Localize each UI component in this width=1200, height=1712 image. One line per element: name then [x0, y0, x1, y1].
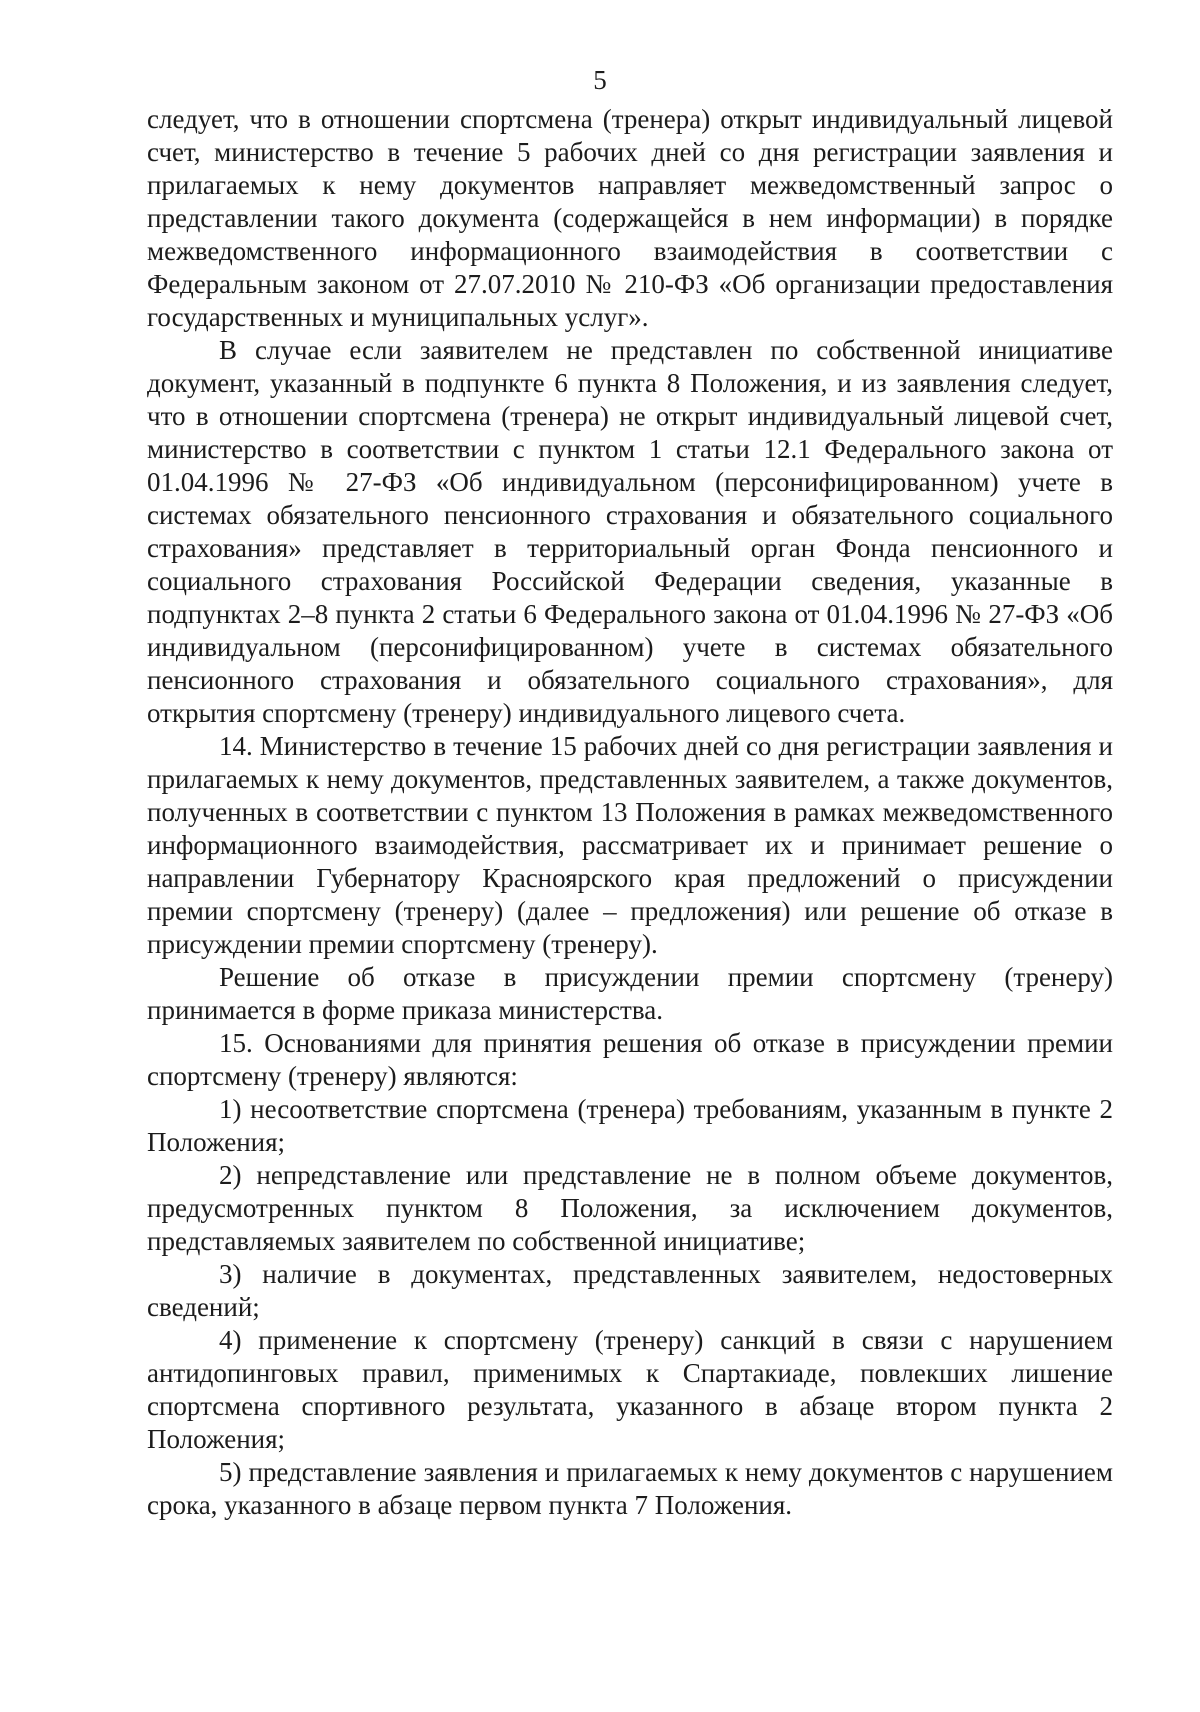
list-item-1: 1) несоответствие спортсмена (тренера) требованиям, указанным в пункте 2 Положения; [147, 1094, 1113, 1157]
paragraph-15-grounds: 15. Основаниями для принятия решения об отказе в присуждении премии спортсмену (тренеру) являются: [147, 1028, 1113, 1091]
document-body [147, 103, 1113, 1522]
paragraph-refusal-form: Решение об отказе в присуждении премии спортсмену (тренеру) принимается в форме приказа министерства. [147, 962, 1113, 1025]
paragraph-continuation: следует, что в отношении спортсмена (тренера) открыт индивидуальный лицевой счет, министерство в течение 5 рабочих дней со дня регистрации заявления и прилагаемых к нему документов направляет межведомственный запрос о представлении такого документа (содержащейся в нем информации) в порядке межведомственного информационного взаимодействия в соответствии с Федеральным законом от 27.07.2010 № 210-ФЗ «Об организации предоставления государственных и муниципальных услуг». [147, 104, 1113, 332]
list-item-3: 3) наличие в документах, представленных заявителем, недостоверных сведений; [147, 1259, 1113, 1322]
paragraph-14-review: 14. Министерство в течение 15 рабочих дней со дня регистрации заявления и прилагаемых к нему документов, представленных заявителем, а также документов, полученных в соответствии с пунктом 13 Положения в рамках межведомственного информационного взаимодействия, рассматривает их и принимает решение о направлении Губернатору Красноярского края предложений о присуждении премии спортсмену (тренеру) (далее – предложения) или решение об отказе в присуждении премии спортсмену (тренеру). [147, 731, 1113, 959]
list-item-5: 5) представление заявления и прилагаемых к нему документов с нарушением срока, указанного в абзаце первом пункта 7 Положения. [147, 1457, 1113, 1520]
page-number: 5 [593, 65, 607, 95]
list-item-4: 4) применение к спортсмену (тренеру) санкций в связи с нарушением антидопинговых правил, применимых к Спартакиаде, повлекших лишение спортсмена спортивного результата, указанного в абзаце втором пункта 2 Положения; [147, 1325, 1113, 1454]
list-item-2: 2) непредставление или представление не в полном объеме документов, предусмотренных пунктом 8 Положения, за исключением документов, представляемых заявителем по собственной инициативе; [147, 1160, 1113, 1256]
paragraph-pension-account: В случае если заявителем не представлен по собственной инициативе документ, указанный в подпункте 6 пункта 8 Положения, и из заявления следует, что в отношении спортсмена (тренера) не открыт индивидуальный лицевой счет, министерство в соответствии с пунктом 1 статьи 12.1 Федерального закона от 01.04.1996 № 27-ФЗ «Об индивидуальном (персонифицированном) учете в системах обязательного пенсионного страхования и обязательного социального страхования» представляет в территориальный орган Фонда пенсионного и социального страхования Российской Федерации сведения, указанные в подпунктах 2–8 пункта 2 статьи 6 Федерального закона от 01.04.1996 № 27-ФЗ «Об индивидуальном (персонифицированном) учете в системах обязательного пенсионного страхования и обязательного социального страхования», для открытия спортсмену (тренеру) индивидуального лицевого счета. [147, 335, 1113, 728]
